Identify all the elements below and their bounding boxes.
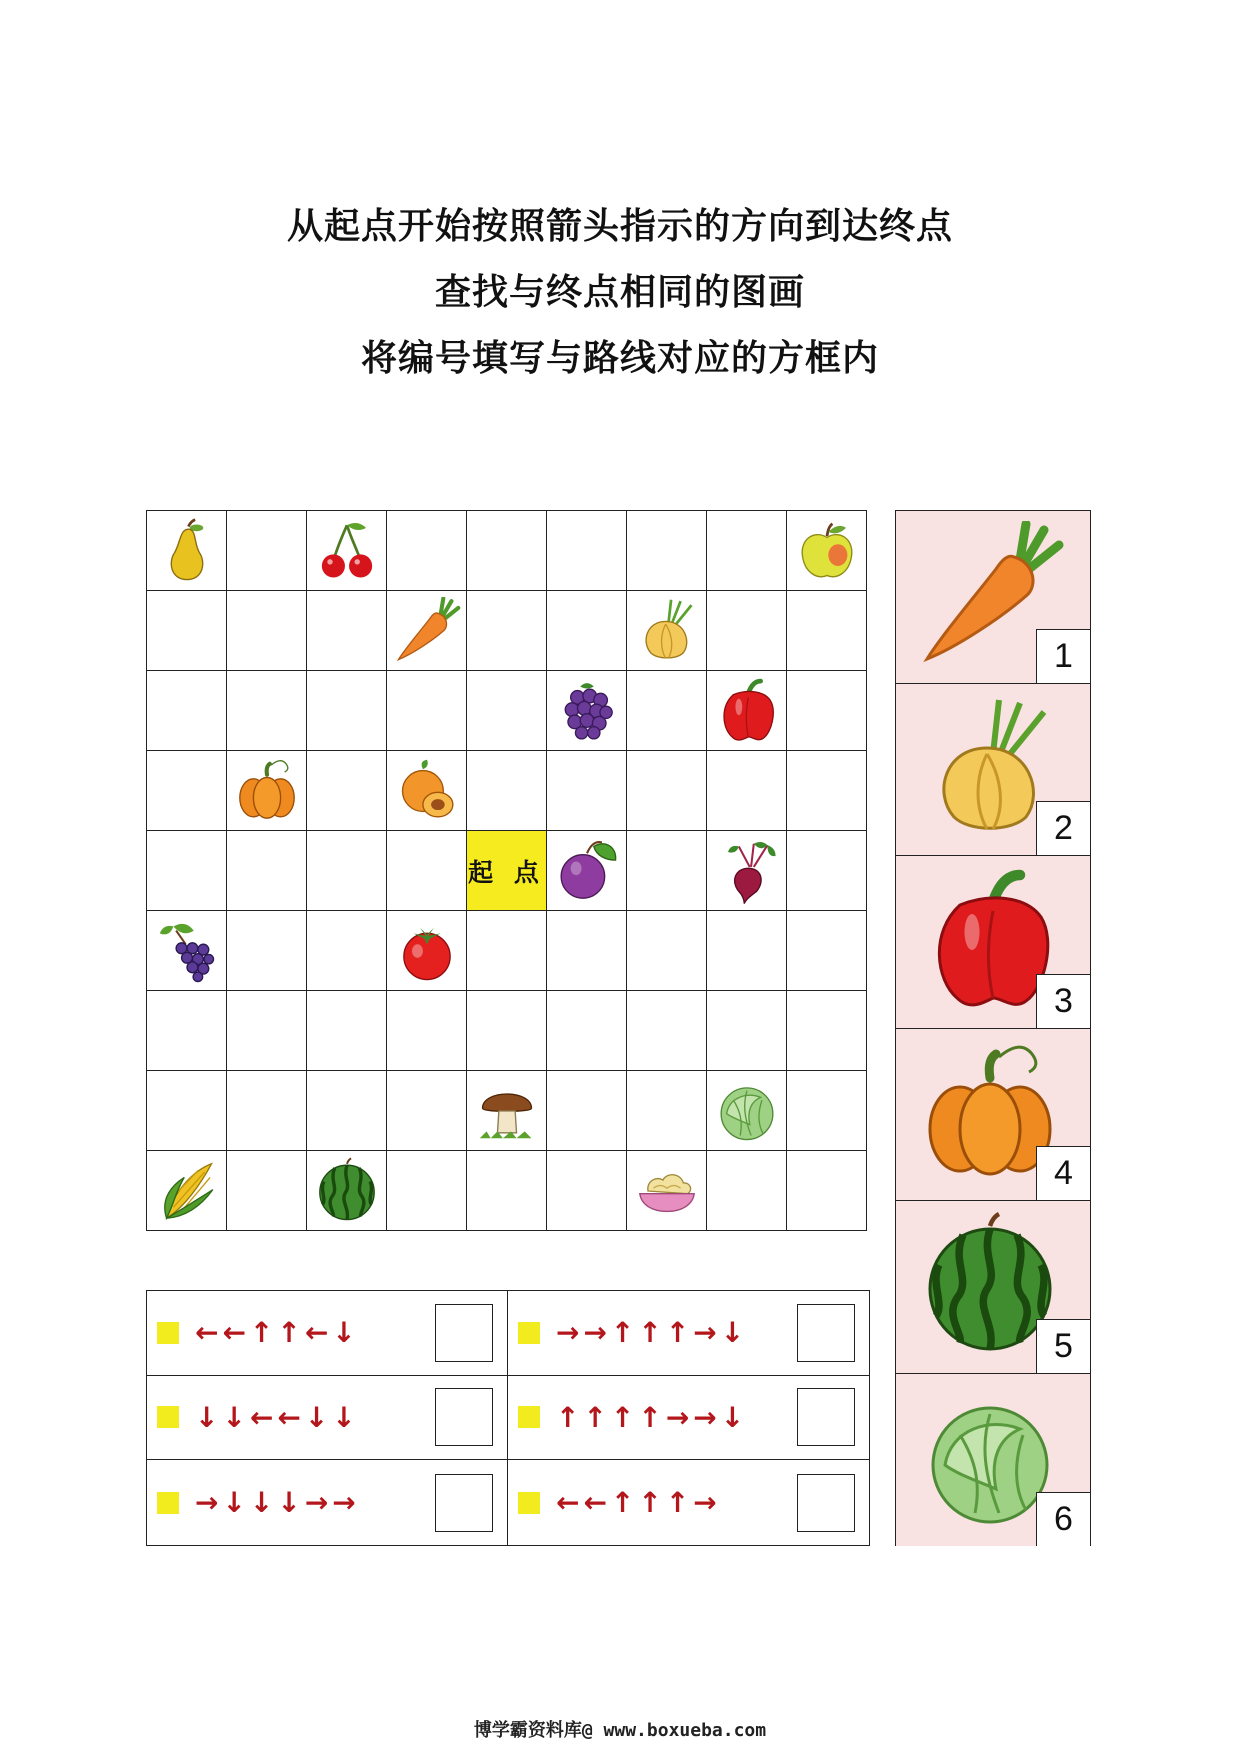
grid-cell <box>227 751 307 831</box>
grid-cell <box>547 991 627 1071</box>
maze-grid <box>146 510 867 1231</box>
answer-number: 1 <box>1036 629 1090 683</box>
grid-cell <box>547 1151 627 1231</box>
grid-cell <box>707 1151 787 1231</box>
grid-cell <box>547 911 627 991</box>
grapes-icon <box>153 917 221 985</box>
answer-number: 3 <box>1036 974 1090 1028</box>
route-start-marker <box>157 1322 179 1344</box>
onion-icon <box>633 597 701 665</box>
grid-cell <box>147 591 227 671</box>
instruction-line-1: 从起点开始按照箭头指示的方向到达终点 <box>286 206 953 247</box>
watermelon-icon <box>313 1157 381 1225</box>
grid-cell <box>227 991 307 1071</box>
answer-number: 5 <box>1036 1319 1090 1373</box>
grid-cell <box>627 671 707 751</box>
noodle-bowl-icon <box>633 1157 701 1225</box>
grid-cell <box>627 831 707 911</box>
grid-cell <box>467 671 547 751</box>
grid-cell <box>707 831 787 911</box>
instruction-line-3: 将编号填写与路线对应的方框内 <box>360 338 879 379</box>
cabbage-icon <box>713 1077 781 1145</box>
grid-cell <box>467 1151 547 1231</box>
grid-cell <box>787 511 867 591</box>
grid-cell <box>547 671 627 751</box>
pumpkin-icon <box>233 757 301 825</box>
route-row <box>147 1376 508 1461</box>
grid-cell <box>147 511 227 591</box>
footer-watermark: 博学霸资料库@ www.boxueba.com <box>473 1720 767 1741</box>
grid-cell <box>227 511 307 591</box>
route-answer-box[interactable] <box>435 1474 493 1532</box>
apricot-icon <box>393 757 461 825</box>
answer-option <box>896 1029 1090 1202</box>
grid-cell <box>147 751 227 831</box>
grid-cell <box>787 751 867 831</box>
route-row <box>508 1460 869 1545</box>
grid-cell <box>307 591 387 671</box>
route-arrows: →↓↓↓→→ <box>195 1486 360 1520</box>
answer-option <box>896 856 1090 1029</box>
grid-cell <box>547 831 627 911</box>
tomato-icon <box>393 917 461 985</box>
route-arrows: ↓↓←←↓↓ <box>195 1400 360 1434</box>
start-cell: 起 点 <box>467 831 547 911</box>
beet-icon <box>713 837 781 905</box>
route-start-marker <box>518 1492 540 1514</box>
grid-cell <box>387 1071 467 1151</box>
grid-cell <box>147 671 227 751</box>
bell-pepper-icon <box>713 677 781 745</box>
answer-option <box>896 511 1090 684</box>
grid-cell <box>467 751 547 831</box>
route-answer-box[interactable] <box>797 1474 855 1532</box>
grid-cell <box>547 751 627 831</box>
corn-icon <box>153 1157 221 1225</box>
grid-cell <box>547 511 627 591</box>
grid-cell <box>627 511 707 591</box>
routes-table <box>146 1290 870 1546</box>
answer-number: 2 <box>1036 801 1090 855</box>
carrot-icon <box>393 597 461 665</box>
grid-cell <box>547 591 627 671</box>
grid-cell <box>227 1151 307 1231</box>
grid-cell <box>707 591 787 671</box>
grid-cell <box>707 991 787 1071</box>
grid-cell <box>307 511 387 591</box>
grid-cell <box>467 591 547 671</box>
grid-cell <box>147 1071 227 1151</box>
grid-cell <box>467 511 547 591</box>
grid-cell <box>387 671 467 751</box>
grid-cell <box>227 671 307 751</box>
answer-option <box>896 684 1090 857</box>
route-answer-box[interactable] <box>797 1304 855 1362</box>
grid-cell <box>387 991 467 1071</box>
route-arrows: →→↑↑↑→↓ <box>556 1316 749 1350</box>
pear-icon <box>153 517 221 585</box>
grid-cell <box>307 1151 387 1231</box>
grid-cell <box>627 991 707 1071</box>
grid-cell <box>307 911 387 991</box>
grid-cell <box>307 1071 387 1151</box>
route-answer-box[interactable] <box>435 1304 493 1362</box>
apple-icon <box>793 517 861 585</box>
route-start-marker <box>157 1406 179 1428</box>
grid-cell <box>787 1071 867 1151</box>
grid-cell <box>147 911 227 991</box>
grid-cell <box>387 911 467 991</box>
grid-cell <box>787 671 867 751</box>
route-arrows: ←←↑↑↑→ <box>556 1486 721 1520</box>
grid-cell <box>147 831 227 911</box>
grid-cell <box>147 991 227 1071</box>
grid-cell <box>387 591 467 671</box>
grid-cell <box>227 831 307 911</box>
grid-cell <box>307 671 387 751</box>
plum-icon <box>553 837 621 905</box>
grid-cell <box>307 991 387 1071</box>
grid-cell <box>467 991 547 1071</box>
route-row <box>147 1460 508 1545</box>
route-answer-box[interactable] <box>797 1388 855 1446</box>
grid-cell <box>307 831 387 911</box>
grid-cell <box>307 751 387 831</box>
grid-cell <box>147 1151 227 1231</box>
grid-cell <box>227 1071 307 1151</box>
route-start-marker <box>518 1322 540 1344</box>
grid-cell <box>787 991 867 1071</box>
answer-options-panel <box>895 510 1091 1546</box>
grid-cell <box>787 911 867 991</box>
grid-cell <box>707 911 787 991</box>
cherry-icon <box>313 517 381 585</box>
grid-cell <box>627 591 707 671</box>
instruction-line-2: 查找与终点相同的图画 <box>434 272 805 313</box>
grid-cell <box>227 911 307 991</box>
answer-number: 6 <box>1036 1492 1090 1546</box>
grid-cell <box>387 751 467 831</box>
grid-cell <box>627 1071 707 1151</box>
grid-cell <box>707 751 787 831</box>
answer-option <box>896 1374 1090 1547</box>
route-answer-box[interactable] <box>435 1388 493 1446</box>
route-start-marker <box>157 1492 179 1514</box>
grid-cell <box>707 511 787 591</box>
answer-number: 4 <box>1036 1146 1090 1200</box>
mushroom-icon <box>473 1077 541 1145</box>
answer-option <box>896 1201 1090 1374</box>
grid-cell <box>787 591 867 671</box>
grid-cell <box>547 1071 627 1151</box>
grid-cell <box>707 1071 787 1151</box>
grid-cell <box>387 1151 467 1231</box>
grid-cell <box>707 671 787 751</box>
grid-cell <box>387 511 467 591</box>
grid-cell <box>227 591 307 671</box>
grid-cell <box>467 1071 547 1151</box>
grid-cell <box>787 1151 867 1231</box>
grid-cell <box>467 911 547 991</box>
grid-cell <box>627 1151 707 1231</box>
route-row <box>508 1376 869 1461</box>
route-row <box>147 1291 508 1376</box>
grid-cell <box>627 911 707 991</box>
route-row <box>508 1291 869 1376</box>
route-start-marker <box>518 1406 540 1428</box>
route-arrows: ←←↑↑←↓ <box>195 1316 360 1350</box>
blackberry-icon <box>553 677 621 745</box>
route-arrows: ↑↑↑↑→→↓ <box>556 1400 749 1434</box>
grid-cell <box>627 751 707 831</box>
grid-cell <box>787 831 867 911</box>
grid-cell <box>387 831 467 911</box>
